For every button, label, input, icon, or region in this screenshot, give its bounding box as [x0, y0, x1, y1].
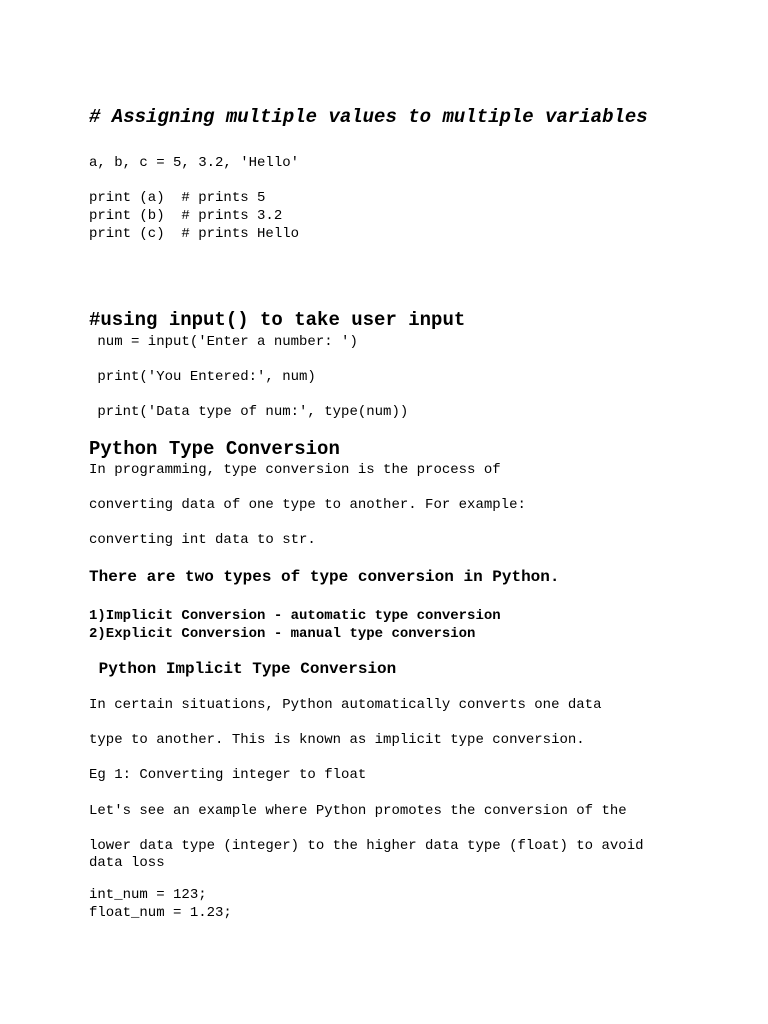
- list-item: 1)Implicit Conversion - automatic type conversion: [89, 608, 501, 624]
- heading-multiple-assignment: # Assigning multiple values to multiple variables: [89, 106, 648, 128]
- heading-type-conversion: Python Type Conversion: [89, 438, 340, 460]
- code-line: print (b) # prints 3.2: [89, 208, 283, 224]
- list-item: 2)Explicit Conversion - manual type conversion: [89, 626, 476, 642]
- code-line: print (c) # prints Hello: [89, 226, 300, 242]
- paragraph-line: type to another. This is known as implicit type conversion.: [89, 732, 585, 748]
- code-line: a, b, c = 5, 3.2, 'Hello': [89, 155, 300, 171]
- paragraph-line: lower data type (integer) to the higher data type (float) to avoid: [89, 838, 644, 854]
- heading-user-input: #using input() to take user input: [89, 309, 466, 331]
- paragraph-line: Let's see an example where Python promotes the conversion of the: [89, 803, 627, 819]
- code-line: num = input('Enter a number: '): [89, 334, 358, 350]
- subheading-conversion-types: There are two types of type conversion in Python.: [89, 568, 560, 586]
- code-line: float_num = 1.23;: [89, 905, 232, 921]
- heading-implicit-conversion: Python Implicit Type Conversion: [89, 660, 397, 678]
- code-line: print('You Entered:', num): [89, 369, 316, 385]
- paragraph-line: converting int data to str.: [89, 532, 316, 548]
- paragraph-line: Eg 1: Converting integer to float: [89, 767, 367, 783]
- paragraph-line: converting data of one type to another. For example:: [89, 497, 526, 513]
- paragraph-line: data loss: [89, 855, 165, 871]
- code-line: int_num = 123;: [89, 887, 207, 903]
- code-line: print (a) # prints 5: [89, 190, 266, 206]
- paragraph-line: In programming, type conversion is the process of: [89, 462, 501, 478]
- code-line: print('Data type of num:', type(num)): [89, 404, 409, 420]
- paragraph-line: In certain situations, Python automatically converts one data: [89, 697, 602, 713]
